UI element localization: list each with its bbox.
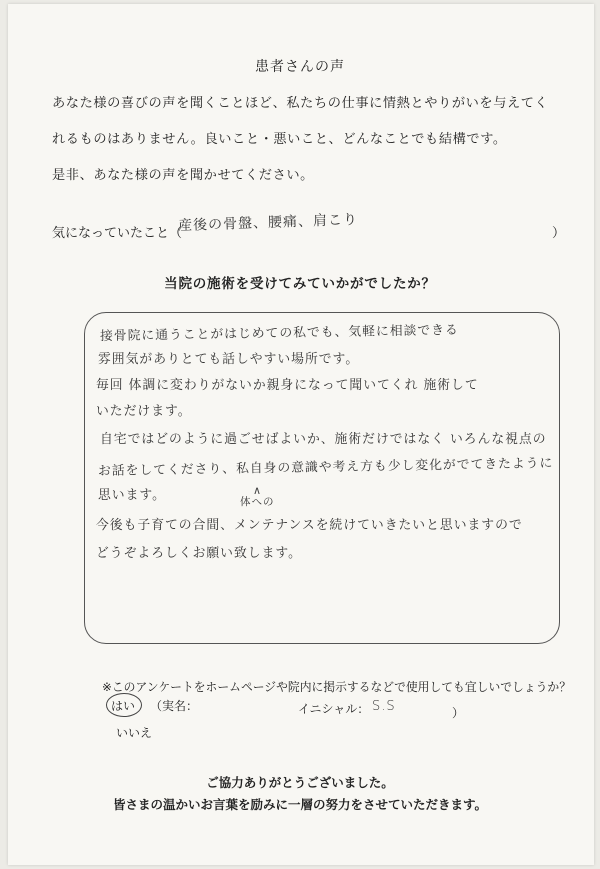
answer-insertion-note: 体への xyxy=(240,496,275,508)
concern-close-paren: ） xyxy=(552,226,566,241)
answer-line-2: 雰囲気がありとても話しやすい場所です。 xyxy=(98,352,360,367)
initial-value: S.S xyxy=(372,699,396,714)
intro-line-3: 是非、あなた様の声を聞かせてください。 xyxy=(52,168,314,183)
consent-yes-option[interactable]: はい xyxy=(111,699,136,713)
answer-line-9: どうぞよろしくお願い致します。 xyxy=(96,546,302,561)
thanks-line-2: 皆さまの温かいお言葉を励みに一層の努力をさせていただきます。 xyxy=(112,797,487,812)
page-title: 患者さんの声 xyxy=(255,59,345,75)
initial-label: イニシャル： xyxy=(298,702,370,716)
insertion-caret: ∧ xyxy=(253,484,262,497)
answer-line-6: お話をしてくださり、私自身の意識や考え方も少し変化がでてきたように xyxy=(97,456,554,479)
experience-question: 当院の施術を受けてみていかがでしたか？ xyxy=(164,276,436,292)
answer-line-4: いただけます。 xyxy=(96,404,192,419)
intro-line-1: あなた様の喜びの声を聞くことほど、私たちの仕事に情熱とやりがいを与えてく xyxy=(52,96,549,111)
consent-no-option[interactable]: いいえ xyxy=(116,726,153,740)
answer-line-3: 毎回 体調に変わりがないか親身になって聞いてくれ 施術して xyxy=(96,378,479,393)
real-name-label: （実名： xyxy=(150,699,199,713)
consent-question: ※このアンケートをホームページや院内に掲示するなどで使用しても宜しいでしょうか？ xyxy=(102,680,572,694)
answer-line-5: 自宅ではどのように過ごせばよいか、施術だけではなく いろんな視点の xyxy=(100,432,547,447)
answer-line-1: 接骨院に通うことがはじめての私でも、気軽に相談できる xyxy=(99,322,459,345)
thanks-line-1: ご協力ありがとうございました。 xyxy=(206,775,394,790)
concern-label: 気になっていたこと（ xyxy=(52,226,183,241)
consent-close-paren: ） xyxy=(452,706,465,720)
answer-line-7: 思います。 xyxy=(98,488,166,503)
answer-line-8: 今後も子育ての合間、メンテナンスを続けていきたいと思いますので xyxy=(96,518,523,533)
concern-handwritten-answer: 産後の骨盤、腰痛、肩こり xyxy=(177,211,359,235)
intro-line-2: れるものはありません。良いこと・悪いこと、どんなことでも結構です。 xyxy=(52,132,507,147)
